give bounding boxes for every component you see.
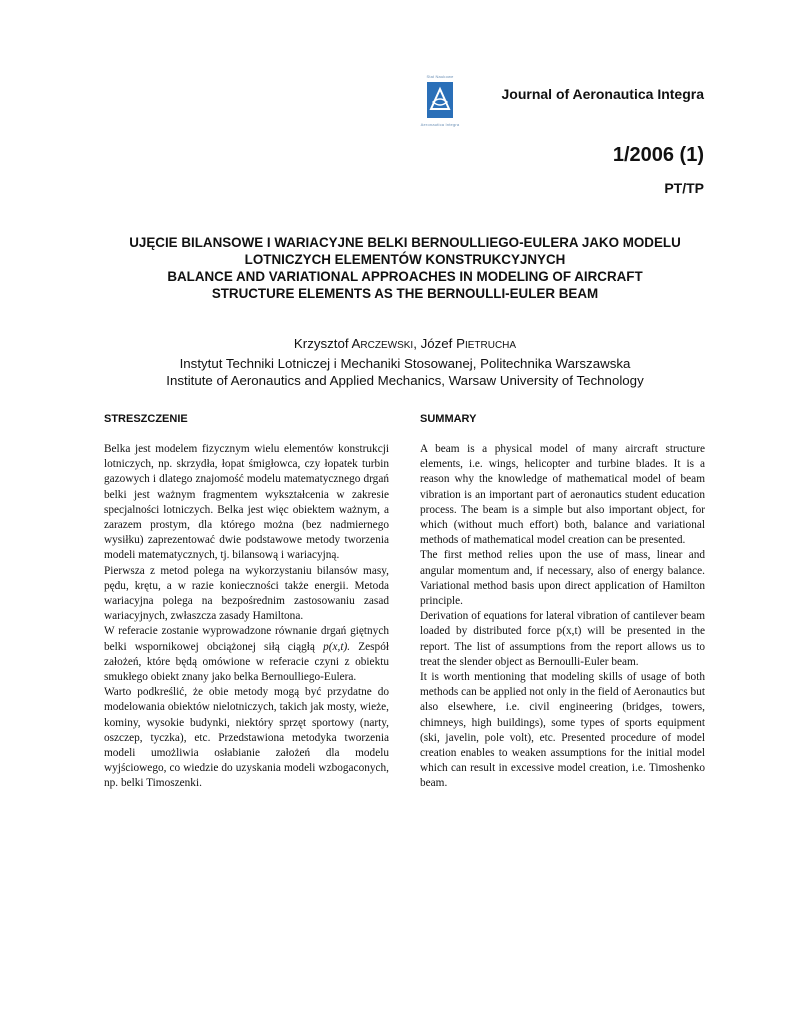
affiliation-pl: Instytut Techniki Lotniczej i Mechaniki Stosowanej, Politechnika Warszawska <box>179 355 631 371</box>
title-pl-line-1: UJĘCIE BILANSOWE I WARIACYJNE BELKI BERNOULLIEGO-EULERA JAKO MODELU <box>129 235 681 250</box>
issue-number: 1/2006 (1) <box>612 144 704 166</box>
abstract-en-paragraph-3: Derivation of equations for lateral vibration of cantilever beam loaded by distributed force p(x,t) will be presented in the report. The list of assumptions from the report allows us to treat the slender object as Bernoulli-Euler beam. <box>420 610 705 668</box>
abstract-pl-p3-after: Zespół założeń, które będą omówione w referacie czyni z obiektu smukłego obiekt znany jako belka Bernoulliego-Eulera. <box>104 640 389 684</box>
abstract-pl-heading: STRESZCZENIE <box>104 413 188 425</box>
abstract-en-column <box>420 413 705 792</box>
abstract-pl-paragraph-2: Pierwsza z metod polega na wykorzystaniu bilansów masy, pędu, krętu, a w razie konieczności także energii. Metoda wariacyjna polega na bezpośrednim zastosowaniu zasad wariacyjnych, zwłaszcza zasady Hamiltona. <box>104 564 389 623</box>
section-code: PT/TP <box>664 180 704 196</box>
title-en-line-1: BALANCE AND VARIATIONAL APPROACHES IN MODELING OF AIRCRAFT <box>167 269 643 284</box>
journal-name: Journal of Aeronautica Integra <box>501 86 704 102</box>
affiliation-en: Institute of Aeronautics and Applied Mechanics, Warsaw University of Technology <box>166 373 644 388</box>
author-1-rest: RCZEWSKI <box>360 340 414 351</box>
journal-logo <box>414 74 466 128</box>
authors-block <box>80 335 730 390</box>
paper-titles <box>80 234 730 302</box>
abstract-pl-p3-before: W referacie zostanie wyprowadzone równanie drgań giętnych belki wspornikowej obciążonej siłą ciągłą <box>104 625 389 653</box>
abstract-en-paragraph-1: A beam is a physical model of many aircraft structure elements, i.e. wings, helicopter and turbine blades. It is a reason why the knowledge of mathematical model of beam vibration is an important part of aeronautics student education process. The beam is a simple but also important object, for which (without much effort) both, balance and variational methods of mathematical model creation can be presented. <box>420 443 705 547</box>
abstract-pl-paragraph-4: Warto podkreślić, że obie metody mogą być przydatne do modelowania obiektów nielotniczych, takich jak mosty, wieże, kominy, wysokie budynki, niektóry sprzęt sportowy (narty, oszczep, tyczka), etc. Przedstawiona metodyka tworzenia modeli umożliwia osłabianie założeń dla modelu wyjściowego, co wiedzie do uzyskania modeli wzbogaconych, np. belki Timoszenki. <box>104 686 389 790</box>
title-pl-line-2: LOTNICZYCH ELEMENTÓW KONSTRUKCYJNYCH <box>244 252 566 267</box>
abstract-pl-paragraph-1: Belka jest modelem fizycznym wielu elementów konstrukcji lotniczych, np. skrzydła, łopat śmigłowca, czy łopatek turbin gazowych i dlatego znajomość modelu matematycznego drgań belki jest ważnym fragmentem wykształcenia w zakresie specjalności lotniczych. Belka jest więc obiektem ważnym, a zarazem prostym, dla którego można (bez nadmiernego wysiłku) zaprezentować dwie podstawowe metody tworzenia modeli matematycznych, tj. bilansową i wariacyjną. <box>104 443 389 562</box>
journal-logo-icon <box>427 82 453 118</box>
author-names <box>80 335 730 355</box>
author-separator: , <box>413 336 421 351</box>
logo-bottom-text: Aeronautica Integra <box>420 122 460 127</box>
author-2-first: Józef P <box>420 336 465 351</box>
author-2-rest: IETRUCHA <box>464 340 517 351</box>
abstract-pl-p3-formula: p(x,t). <box>323 640 351 653</box>
logo-top-text: Stał Naukowe <box>426 74 454 79</box>
abstract-en-heading: SUMMARY <box>420 413 477 425</box>
abstract-pl-column <box>104 413 389 792</box>
abstract-pl-paragraph-3 <box>104 624 389 685</box>
abstract-en-paragraph-4: It is worth mentioning that modeling skills of usage of both methods can be applied not only in the field of Aeronautics but also elsewhere, i.e. civil engineering (bridges, towers, chimneys, high buildings), some types of sports equipment (ski, javelin, pole volt), etc. Presented procedure of model creation enables to weaken assumptions for the initial model which can result in excessive model creation, i.e. Timoshenko beam. <box>420 671 705 790</box>
title-en-line-2: STRUCTURE ELEMENTS AS THE BERNOULLI-EULER BEAM <box>211 286 599 301</box>
author-1-first: Krzysztof A <box>293 336 361 351</box>
abstract-en-paragraph-2: The first method relies upon the use of mass, linear and angular momentum and, if necessary, also of energy balance. Variational method basis upon direct application of Hamilton principle. <box>420 549 705 608</box>
